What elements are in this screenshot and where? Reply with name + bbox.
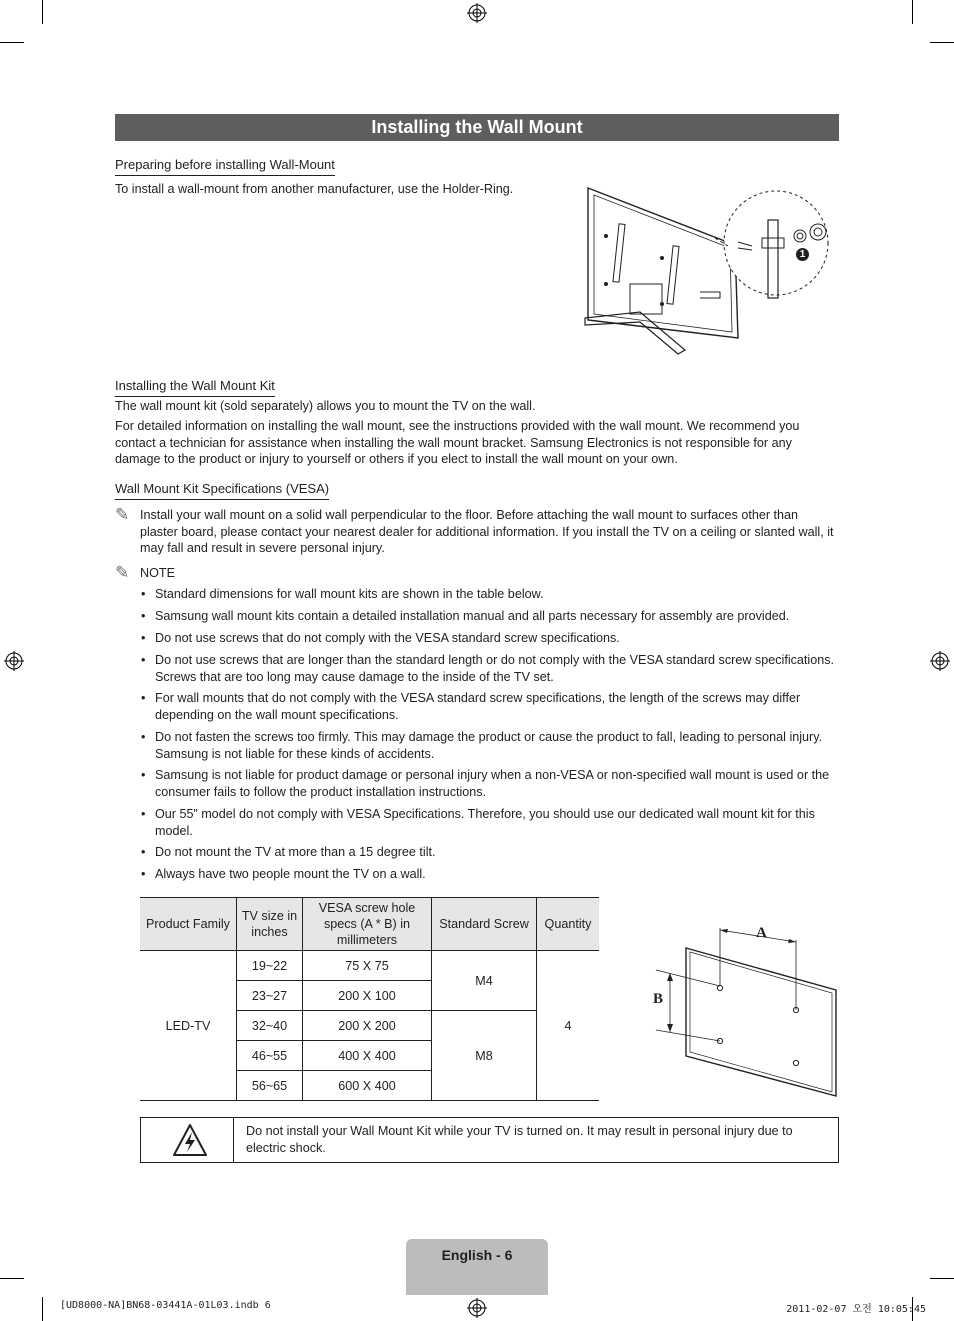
table-header-row <box>140 898 599 951</box>
section-heading-vesa: Wall Mount Kit Specifications (VESA) <box>115 481 329 500</box>
kit-paragraph-1: The wall mount kit (sold separately) allows you to mount the TV on the wall. <box>115 399 536 413</box>
bullet-dot: • <box>141 807 146 821</box>
size-cell: 46~55 <box>237 1041 303 1071</box>
warning-text: Do not install your Wall Mount Kit while your TV is turned on. It may result in personal injury due to electric shock. <box>246 1124 793 1155</box>
crop-mark <box>930 1278 954 1279</box>
bullet-text: For wall mounts that do not comply with the VESA standard screw specifications, the length of the screws may differ depending on the wall mount specifications. <box>155 691 801 722</box>
section-heading-preparing: Preparing before installing Wall-Mount <box>115 157 335 176</box>
bullet-text: Samsung wall mount kits contain a detailed installation manual and all parts necessary for assembly are provided. <box>155 609 790 623</box>
bullet-text: Standard dimensions for wall mount kits are shown in the table below. <box>155 587 544 601</box>
size-cell: 19~22 <box>237 951 303 981</box>
bullet-dot: • <box>141 631 146 645</box>
spec-cell: 200 X 100 <box>303 981 432 1011</box>
preparing-text: To install a wall-mount from another manufacturer, use the Holder-Ring. <box>115 182 514 196</box>
bullet-text: Do not use screws that are longer than the standard length or do not comply with the VESA standard screw specifications. Screws that are too long may cause damage to the inside of the TV set. <box>155 653 835 684</box>
size-cell: 23~27 <box>237 981 303 1011</box>
callout-badge <box>796 248 809 261</box>
electric-shock-warning-icon <box>172 1123 208 1157</box>
page-number-tab <box>406 1239 548 1295</box>
spec-cell: 600 X 400 <box>303 1071 432 1101</box>
registration-target-icon <box>4 651 24 671</box>
spec-cell: 75 X 75 <box>303 951 432 981</box>
bullet-dot: • <box>141 653 146 667</box>
bullet-text: Always have two people mount the TV on a wall. <box>155 867 426 881</box>
bullet-text: Do not mount the TV at more than a 15 degree tilt. <box>155 845 436 859</box>
crop-mark <box>930 42 954 43</box>
bullet-dot: • <box>141 845 146 859</box>
bullet-dot: • <box>141 691 146 705</box>
bullet-text: Our 55” model do not comply with VESA Specifications. Therefore, you should use our dedicated wall mount kit for this model. <box>155 807 815 838</box>
size-cell: 56~65 <box>237 1071 303 1101</box>
note-label: NOTE <box>140 566 175 580</box>
crop-mark <box>42 0 43 24</box>
crop-mark <box>0 1278 24 1279</box>
table-row <box>140 951 599 981</box>
product-family-cell: LED-TV <box>140 951 237 1101</box>
col-header: TV size in inches <box>237 898 303 951</box>
pencil-note-icon: ✎ <box>115 563 130 582</box>
bullet-dot: • <box>141 587 146 601</box>
vesa-note-text: Install your wall mount on a solid wall perpendicular to the floor. Before attaching the wall mount to surfaces other than plaster board, please contact your nearest dealer for additional information. If you install the TV on a ceiling or slanted wall, it may fall and result in severe personal injury. <box>140 508 834 556</box>
tv-back-holder-ring-illustration <box>580 180 840 360</box>
footer-timestamp: 2011-02-07 오전 10:05:45 <box>786 1304 926 1315</box>
footer-file-name: [UD8000-NA]BN68-03441A-01L03.indb 6 <box>60 1300 271 1311</box>
size-cell: 32~40 <box>237 1011 303 1041</box>
col-header: Standard Screw <box>432 898 537 951</box>
bullet-text: Samsung is not liable for product damage or personal injury when a non-VESA or non-specified wall mount is used or the consumer fails to follow the product installation instructions. <box>155 768 830 799</box>
section-heading-kit: Installing the Wall Mount Kit <box>115 378 275 397</box>
screw-cell: M8 <box>432 1011 537 1101</box>
spec-cell: 400 X 400 <box>303 1041 432 1071</box>
col-header: VESA screw hole specs (A * B) in millimeters <box>303 898 432 951</box>
warning-icon-cell <box>141 1118 234 1162</box>
pencil-note-icon: ✎ <box>115 505 130 524</box>
bullet-text: Do not fasten the screws too firmly. This may damage the product or cause the product to fall, leading to personal injury. Samsung is not liable for these kinds of accidents. <box>155 730 823 761</box>
callout-number: 1 <box>799 249 806 260</box>
col-header: Product Family <box>140 898 237 951</box>
vesa-spec-table <box>140 897 599 1101</box>
bullet-text: Do not use screws that do not comply with the VESA standard screw specifications. <box>155 631 620 645</box>
spec-cell: 200 X 200 <box>303 1011 432 1041</box>
dimension-label-a: A <box>756 925 767 941</box>
kit-paragraph-2: For detailed information on installing the wall mount, see the instructions provided with the wall mount. We recommend you contact a technician for assistance when installing the wall mount bracket. Samsung Electronics is not responsible for any damage to the product or injury to yourself or others if you elect to install the wall mount on your own. <box>115 419 800 467</box>
dimension-label-b: B <box>653 991 664 1007</box>
registration-target-icon <box>467 1298 487 1318</box>
registration-target-icon <box>930 651 950 671</box>
crop-mark <box>42 1297 43 1321</box>
crop-mark <box>912 0 913 24</box>
bullet-dot: • <box>141 867 146 881</box>
bullet-dot: • <box>141 768 146 782</box>
warning-box <box>140 1117 839 1163</box>
bullet-dot: • <box>141 609 146 623</box>
registration-target-icon <box>467 3 487 23</box>
vesa-dimension-diagram <box>650 918 842 1100</box>
page-title: Installing the Wall Mount <box>115 114 839 141</box>
col-header: Quantity <box>537 898 600 951</box>
bullet-dot: • <box>141 730 146 744</box>
crop-mark <box>0 42 24 43</box>
quantity-cell: 4 <box>537 951 600 1101</box>
screw-cell: M4 <box>432 951 537 1011</box>
page-number: English - 6 <box>441 1247 513 1263</box>
